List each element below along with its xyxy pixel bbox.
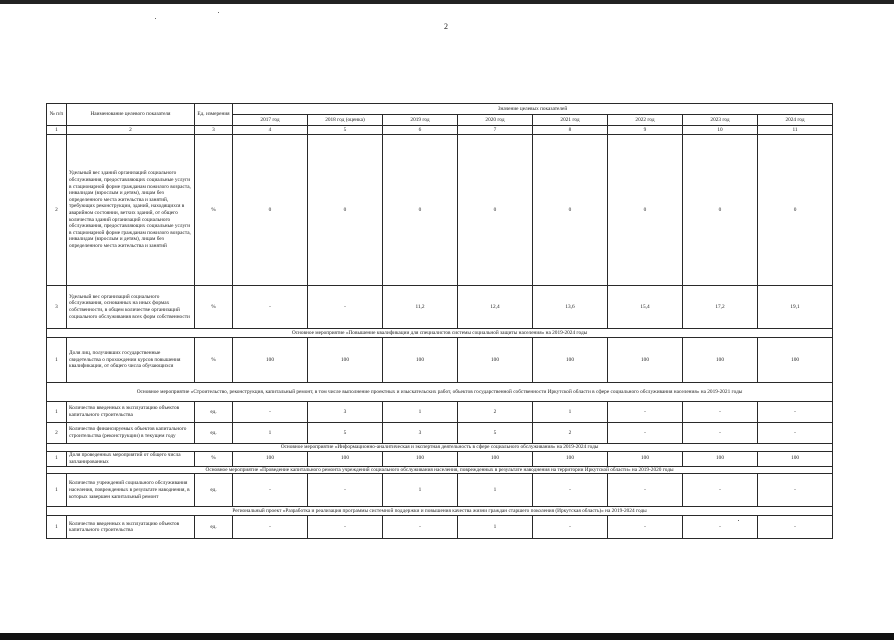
unit-cell: ед. xyxy=(195,423,233,444)
value-cell: 1 xyxy=(533,402,608,423)
row-number: 3 xyxy=(47,286,67,329)
column-numbers-row xyxy=(47,126,833,135)
value-cell: - xyxy=(683,474,758,507)
value-cell: 1 xyxy=(383,474,458,507)
scan-speck xyxy=(155,18,156,19)
section-title: Региональный проект «Разработка и реализация программы системной поддержки и повышения качества жизни граждан старшего поколения (Иркутская область)» на 2019-2024 годы xyxy=(47,507,833,516)
section-title: Основное мероприятие «Строительство, реконструкция, капитальный ремонт, в том числе выполнение проектных и изыскательских работ, объектов государственной собственности Иркутской области в сфере социального обслуживания населения» на 2019-2021 годы xyxy=(47,383,833,402)
value-cell: - xyxy=(533,474,608,507)
header-row xyxy=(47,104,833,115)
value-cell: 17,2 xyxy=(683,286,758,329)
value-cell: - xyxy=(308,516,383,539)
header-year: 2024 год xyxy=(758,115,833,126)
targets-table xyxy=(46,103,833,539)
value-cell: 19,1 xyxy=(758,286,833,329)
indicator-name: Удельный вес организаций социального обслуживания, основанных на иных формах собственности, в общем количестве организаций социального обслуживания всех форм собственности xyxy=(67,286,195,329)
value-cell: 0 xyxy=(683,135,758,286)
table-row xyxy=(47,423,833,444)
value-cell: 5 xyxy=(458,423,533,444)
value-cell: 0 xyxy=(383,135,458,286)
row-number: 1 xyxy=(47,451,67,466)
scan-speck xyxy=(218,12,219,13)
value-cell: - xyxy=(758,423,833,444)
column-number: 10 xyxy=(683,126,758,135)
scan-bottom-border xyxy=(0,633,894,640)
value-cell: 100 xyxy=(308,451,383,466)
value-cell: - xyxy=(233,402,308,423)
value-cell: - xyxy=(683,516,758,539)
section-row xyxy=(47,444,833,452)
row-number: 1 xyxy=(47,338,67,383)
table-row xyxy=(47,516,833,539)
value-cell: 0 xyxy=(758,135,833,286)
value-cell: 0 xyxy=(533,135,608,286)
table-row xyxy=(47,451,833,466)
value-cell: 12,4 xyxy=(458,286,533,329)
section-row xyxy=(47,383,833,402)
row-number: 2 xyxy=(47,135,67,286)
section-title: Основное мероприятие «Повышение квалификации для специалистов системы социальной защиты населения» на 2019-2024 годы xyxy=(47,329,833,338)
value-cell: 3 xyxy=(308,402,383,423)
section-title: Основное мероприятие «Информационно-аналитическая и экспертная деятельность в сфере социального обслуживания» на 2019-2024 годы xyxy=(47,444,833,452)
header-year: 2023 год xyxy=(683,115,758,126)
value-cell: - xyxy=(233,516,308,539)
unit-cell: % xyxy=(195,338,233,383)
value-cell: 100 xyxy=(308,338,383,383)
value-cell: 100 xyxy=(533,338,608,383)
value-cell: 100 xyxy=(233,338,308,383)
section-row xyxy=(47,329,833,338)
value-cell: - xyxy=(308,474,383,507)
value-cell: 100 xyxy=(458,451,533,466)
indicator-name: Доля проведенных мероприятий от общего числа запланированных xyxy=(67,451,195,466)
scan-top-border xyxy=(0,0,894,4)
header-year: 2017 год xyxy=(233,115,308,126)
value-cell: 100 xyxy=(758,338,833,383)
unit-cell: % xyxy=(195,286,233,329)
value-cell: 100 xyxy=(683,451,758,466)
value-cell: 100 xyxy=(383,451,458,466)
column-number: 9 xyxy=(608,126,683,135)
column-number: 2 xyxy=(67,126,195,135)
value-cell: 100 xyxy=(758,451,833,466)
table-row xyxy=(47,286,833,329)
value-cell: 100 xyxy=(608,338,683,383)
header-year: 2018 год (оценка) xyxy=(308,115,383,126)
section-row xyxy=(47,507,833,516)
value-cell: 2 xyxy=(458,402,533,423)
header-year: 2019 год xyxy=(383,115,458,126)
header-year: 2021 год xyxy=(533,115,608,126)
indicator-name: Количество введенных в эксплуатацию объектов капитального строительства xyxy=(67,516,195,539)
value-cell: - xyxy=(758,474,833,507)
value-cell: - xyxy=(758,402,833,423)
header-name: Наименование целевого показателя xyxy=(67,104,195,126)
header-values: Значение целевых показателей xyxy=(233,104,833,115)
column-number: 3 xyxy=(195,126,233,135)
indicator-name: Доля лиц, получивших государственные свидетельства о прохождении курсов повышения квалификации, от общего числа обучающихся xyxy=(67,338,195,383)
table-row xyxy=(47,402,833,423)
value-cell: - xyxy=(683,423,758,444)
unit-cell: ед. xyxy=(195,402,233,423)
section-title: Основное мероприятие «Проведение капитального ремонта учреждений социального обслуживания населения, поврежденных в результате наводнения на территории Иркутской области» на 2019-2020 годы xyxy=(47,466,833,474)
value-cell: 0 xyxy=(458,135,533,286)
value-cell: 11,2 xyxy=(383,286,458,329)
value-cell: 13,6 xyxy=(533,286,608,329)
value-cell: - xyxy=(233,286,308,329)
value-cell: 1 xyxy=(233,423,308,444)
value-cell: - xyxy=(758,516,833,539)
value-cell: 15,4 xyxy=(608,286,683,329)
value-cell: 100 xyxy=(458,338,533,383)
value-cell: 1 xyxy=(458,474,533,507)
indicator-name: Количество учреждений социального обслуживания населения, поврежденных в результате наводнения, в которых завершен капитальный ремонт xyxy=(67,474,195,507)
value-cell: 0 xyxy=(233,135,308,286)
column-number: 7 xyxy=(458,126,533,135)
value-cell: 5 xyxy=(308,423,383,444)
header-year: 2020 год xyxy=(458,115,533,126)
value-cell: 100 xyxy=(533,451,608,466)
column-number: 5 xyxy=(308,126,383,135)
value-cell: - xyxy=(608,423,683,444)
unit-cell: ед. xyxy=(195,516,233,539)
value-cell: 100 xyxy=(233,451,308,466)
value-cell: - xyxy=(608,516,683,539)
value-cell: 1 xyxy=(383,402,458,423)
value-cell: 3 xyxy=(383,423,458,444)
value-cell: - xyxy=(683,402,758,423)
unit-cell: ед. xyxy=(195,474,233,507)
column-number: 11 xyxy=(758,126,833,135)
value-cell: 0 xyxy=(608,135,683,286)
value-cell: 1 xyxy=(458,516,533,539)
value-cell: - xyxy=(608,402,683,423)
value-cell: 100 xyxy=(683,338,758,383)
column-number: 4 xyxy=(233,126,308,135)
indicator-name: Количество финансируемых объектов капитального строительства (реконструкции) в текущем году xyxy=(67,423,195,444)
row-number: 2 xyxy=(47,423,67,444)
value-cell: - xyxy=(383,516,458,539)
value-cell: 100 xyxy=(383,338,458,383)
row-number: 1 xyxy=(47,516,67,539)
value-cell: - xyxy=(233,474,308,507)
unit-cell: % xyxy=(195,451,233,466)
header-num: № п/п xyxy=(47,104,67,126)
column-number: 8 xyxy=(533,126,608,135)
value-cell: - xyxy=(308,286,383,329)
indicator-name: Количество введенных в эксплуатацию объектов капитального строительства xyxy=(67,402,195,423)
value-cell: 2 xyxy=(533,423,608,444)
table-row xyxy=(47,474,833,507)
value-cell: - xyxy=(533,516,608,539)
value-cell: 100 xyxy=(608,451,683,466)
unit-cell: % xyxy=(195,135,233,286)
section-row xyxy=(47,466,833,474)
column-number: 6 xyxy=(383,126,458,135)
table-row xyxy=(47,338,833,383)
indicator-name: Удельный вес зданий организаций социального обслуживания, предоставляющих социальные услуги в стационарной форме гражданам пожилого возраста, инвалидам (взрослым и детям), лицам без определенного места жительства и занятий, требующих реконструкции, зданий, находящихся в аварийном состоянии, ветхих зданий, от общего количества зданий организаций социального обслуживания, предоставляющих социальные услуги в стационарной форме гражданам пожилого возраста, инвалидам (взрослым и детям), лицам без определенного места жительства и занятий xyxy=(67,135,195,286)
value-cell: - xyxy=(608,474,683,507)
table-row xyxy=(47,135,833,286)
row-number: 1 xyxy=(47,402,67,423)
header-unit: Ед. измерения xyxy=(195,104,233,126)
row-number: 1 xyxy=(47,474,67,507)
value-cell: 0 xyxy=(308,135,383,286)
page-number: 2 xyxy=(444,22,448,31)
column-number: 1 xyxy=(47,126,67,135)
header-year: 2022 год xyxy=(608,115,683,126)
